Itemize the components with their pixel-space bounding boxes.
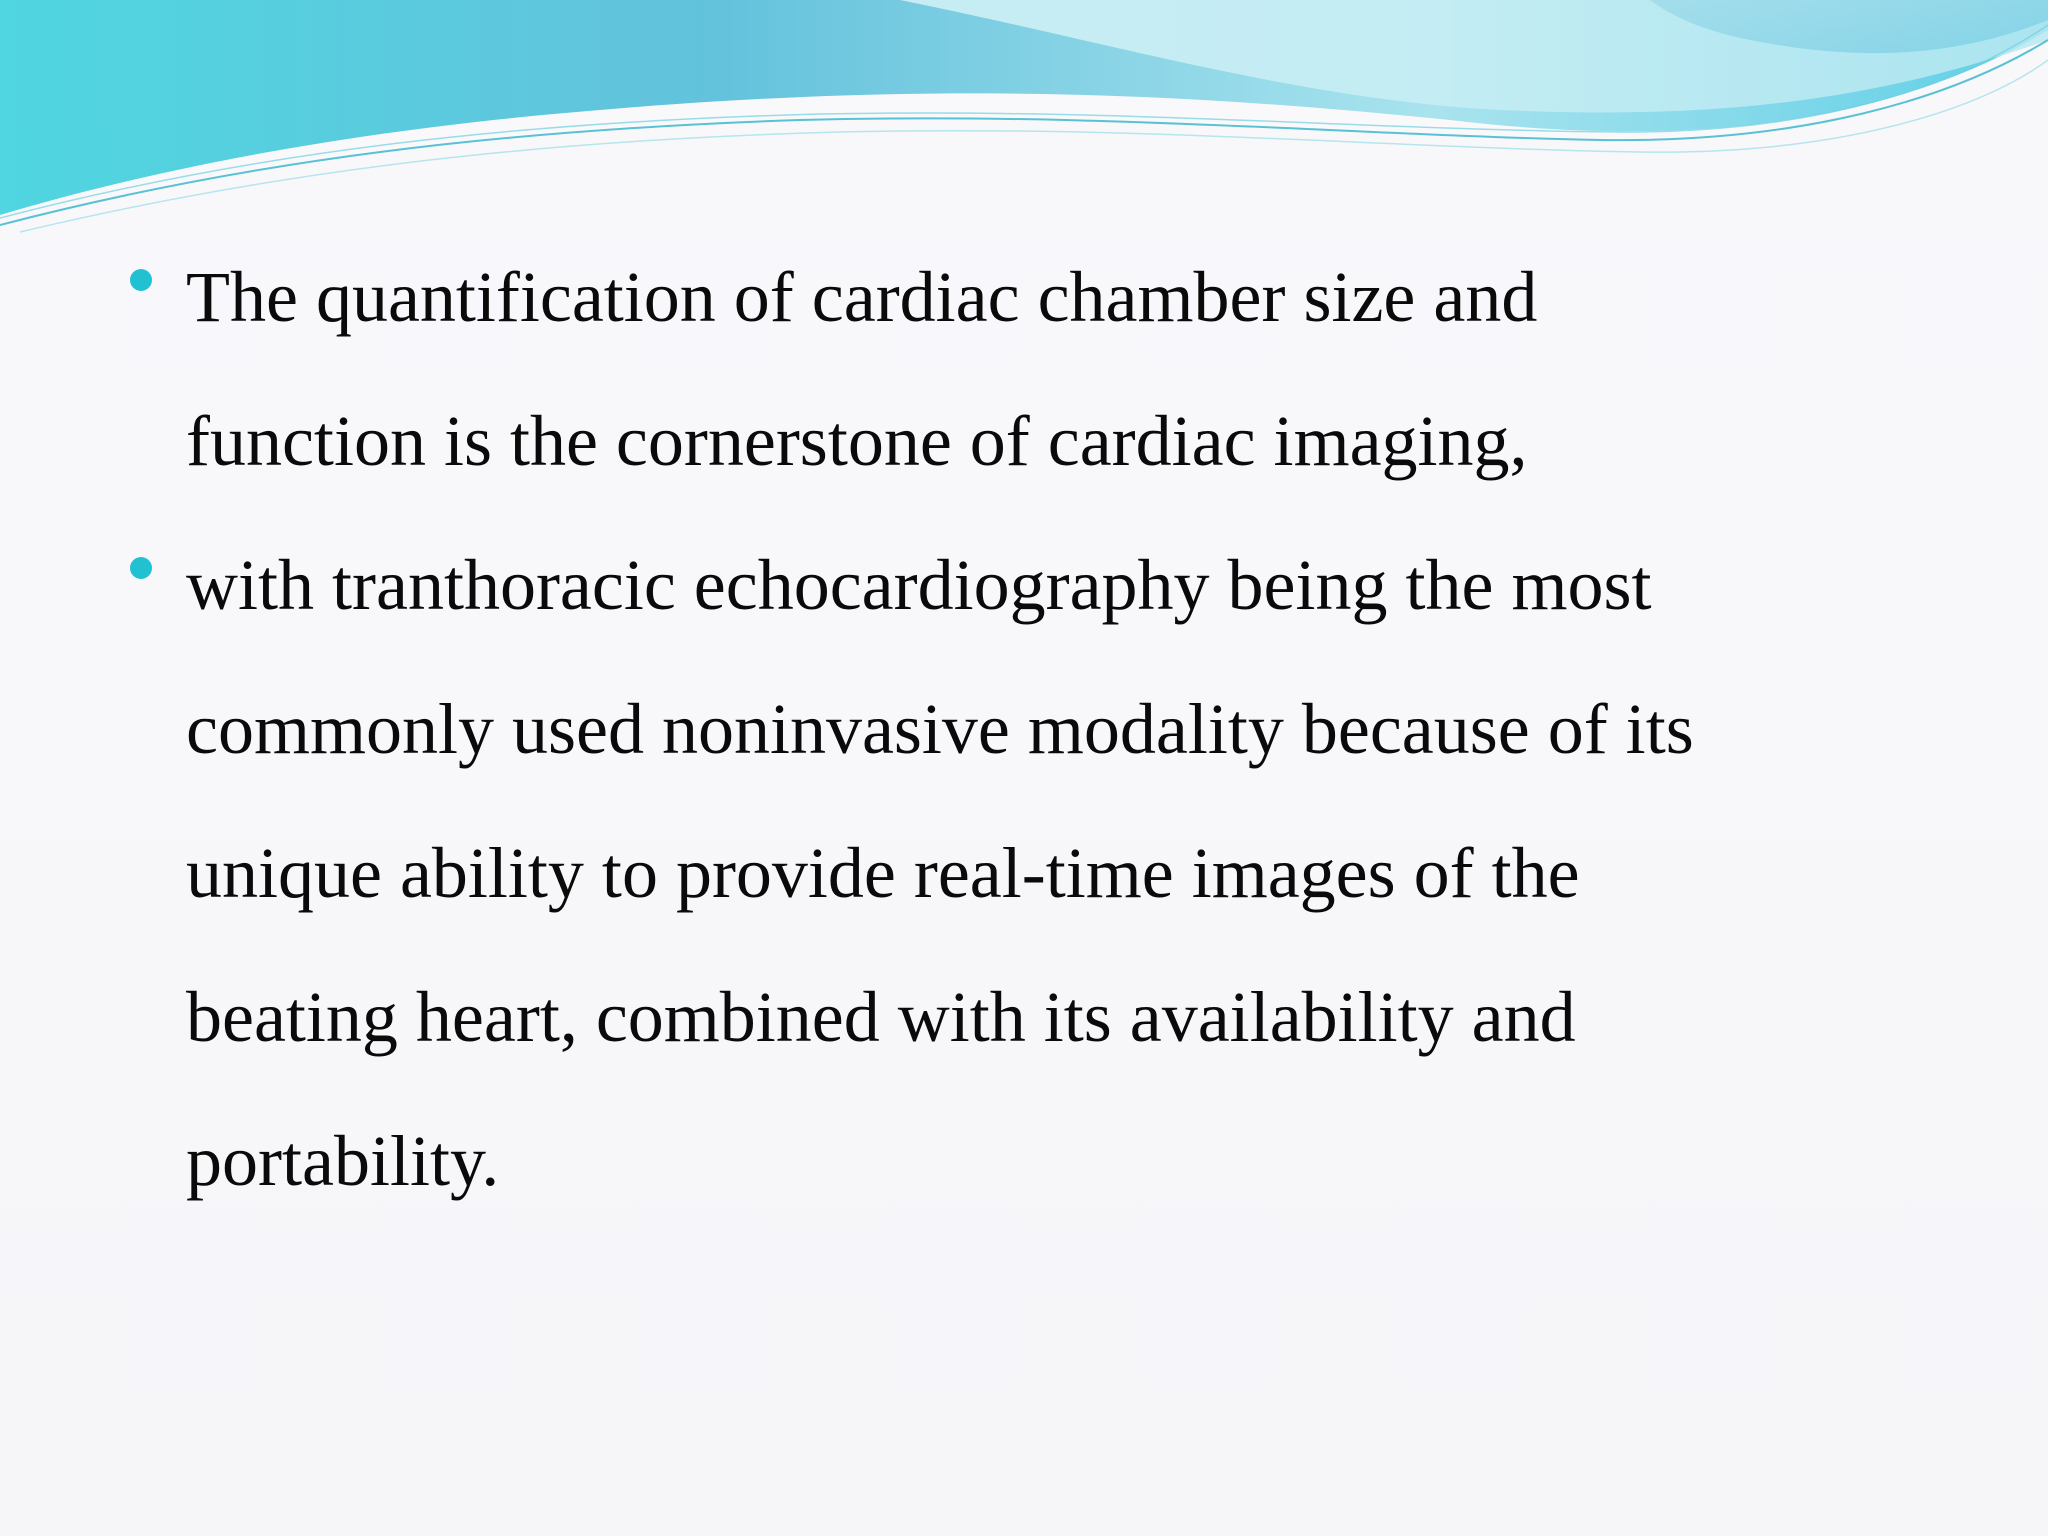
bullet-line: The quantification of cardiac chamber size and xyxy=(186,257,1538,337)
bullet-item-2 xyxy=(130,513,1930,1233)
bullet-line: function is the cornerstone of cardiac imaging, xyxy=(186,401,1528,481)
bullet-text xyxy=(186,513,1930,1233)
bullet-line: commonly used noninvasive modality because of its xyxy=(186,689,1694,769)
bullet-dot-icon xyxy=(130,557,152,579)
bullet-text xyxy=(186,225,1930,513)
bullet-list xyxy=(130,225,1930,1233)
bullet-line: portability. xyxy=(186,1121,500,1201)
bullet-dot-icon xyxy=(130,269,152,291)
bullet-line: beating heart, combined with its availability and xyxy=(186,977,1576,1057)
bullet-line: unique ability to provide real-time images of the xyxy=(186,833,1580,913)
bullet-line: with tranthoracic echocardiography being the most xyxy=(186,545,1652,625)
header-wave-decoration xyxy=(0,0,2048,240)
bullet-item-1 xyxy=(130,225,1930,513)
